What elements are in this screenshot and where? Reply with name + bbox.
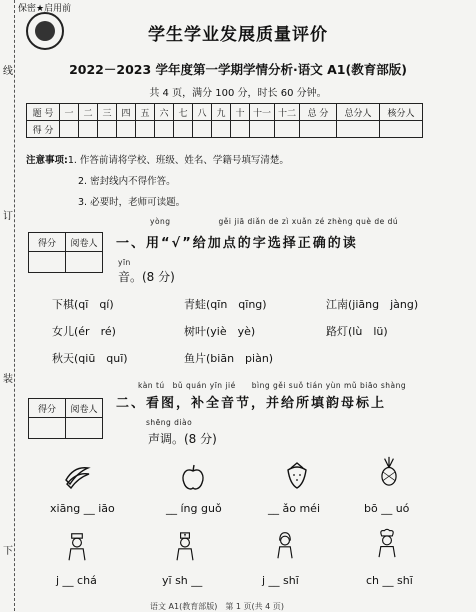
score-cell[interactable] — [300, 121, 337, 138]
score-header-cell: 七 — [174, 104, 193, 121]
note-item: 3. 必要时，老师可读题。 — [78, 197, 186, 208]
q2-answer[interactable]: yī sh __ — [162, 574, 203, 587]
score-header-cell: 二 — [79, 104, 98, 121]
notes-section — [26, 150, 289, 213]
q1-title-cont: 音。(8 分) — [118, 270, 175, 284]
q2-answer[interactable]: xiāng __ iāo — [50, 502, 115, 515]
score-cell[interactable] — [250, 121, 275, 138]
score-cell[interactable] — [174, 121, 193, 138]
margin-char: 订 — [3, 205, 13, 224]
score-header-cell: 十一 — [250, 104, 275, 121]
score-cell[interactable] — [231, 121, 250, 138]
teacher-icon — [270, 530, 300, 560]
notes-label: 注意事项: — [26, 155, 68, 166]
margin-char: 下 — [3, 540, 13, 559]
chef-icon — [372, 528, 402, 558]
grader-box — [28, 398, 103, 439]
confidential-label: 保密★启用前 — [18, 4, 72, 14]
exam-info: 共 4 页，满分 100 分，时长 60 分钟。 — [149, 88, 327, 99]
police-icon — [62, 532, 92, 562]
q2-answer[interactable]: __ íng guǒ — [166, 502, 222, 515]
score-header-cell: 题 号 — [27, 104, 60, 121]
score-row-label: 得 分 — [27, 121, 60, 138]
score-header-cell: 总 分 — [300, 104, 337, 121]
score-header-cell: 十 — [231, 104, 250, 121]
q1-word[interactable]: 青蛙(qīn qīng) — [184, 298, 267, 311]
apple-icon — [178, 462, 208, 492]
q1-pinyin: yòng gěi jiā diǎn de zì xuǎn zé zhèng què de dú — [150, 217, 399, 226]
score-header-cell: 三 — [98, 104, 117, 121]
q2-pinyin: kàn tú bǔ quán yīn jié bìng gěi suǒ tián yùn mǔ biāo shàng — [138, 381, 407, 390]
q1-word[interactable]: 江南(jiāng jàng) — [326, 298, 419, 311]
q1-pinyin2: yīn — [118, 258, 131, 267]
grader-score-cell[interactable] — [29, 418, 66, 439]
banana-icon — [62, 462, 92, 492]
score-header-cell: 六 — [155, 104, 174, 121]
score-cell[interactable] — [136, 121, 155, 138]
grader-score-label: 得分 — [29, 233, 66, 252]
q2-pinyin2: shēng diào — [146, 418, 193, 427]
grader-score-label: 得分 — [29, 399, 66, 418]
q2-answer[interactable]: j __ chá — [56, 574, 97, 587]
q1-word[interactable]: 下棋(qī qí) — [52, 298, 114, 311]
q2-answer[interactable]: ch __ shī — [366, 574, 413, 587]
score-cell[interactable] — [193, 121, 212, 138]
grader-reviewer-cell[interactable] — [66, 252, 103, 273]
margin-char: 线 — [3, 60, 13, 79]
grader-reviewer-label: 阅卷人 — [66, 399, 103, 418]
note-item: 2. 密封线内不得作答。 — [78, 176, 176, 187]
page-title: 学生学业发展质量评价 — [148, 25, 328, 45]
score-header-cell: 四 — [117, 104, 136, 121]
q2-answer[interactable]: bō __ uó — [364, 502, 410, 515]
doctor-icon — [170, 532, 200, 562]
score-cell[interactable] — [60, 121, 79, 138]
q2-title: 二、看图，补全音节，并给所填韵母标上 — [116, 396, 387, 411]
q1-word[interactable]: 鱼片(biān piàn) — [184, 352, 274, 365]
score-cell[interactable] — [117, 121, 136, 138]
score-cell[interactable] — [79, 121, 98, 138]
score-header-cell: 核分人 — [380, 104, 423, 121]
strawberry-icon — [282, 460, 312, 490]
page-subtitle: 2022－2023 学年度第一学期学情分析·语文 A1(教育部版) — [69, 62, 407, 77]
grader-score-cell[interactable] — [29, 252, 66, 273]
q1-word[interactable]: 秋天(qiū quī) — [52, 352, 128, 365]
score-table — [26, 103, 423, 138]
q2-answer[interactable]: __ ǎo méi — [268, 502, 321, 515]
score-header-cell: 十二 — [275, 104, 300, 121]
score-header-cell: 一 — [60, 104, 79, 121]
q1-word[interactable]: 树叶(yiè yè) — [184, 325, 256, 338]
score-cell[interactable] — [98, 121, 117, 138]
q1-title: 一、用“√”给加点的字选择正确的读 — [116, 236, 358, 251]
q2-answer[interactable]: j __ shī — [262, 574, 299, 587]
pineapple-icon — [374, 456, 404, 486]
score-cell[interactable] — [212, 121, 231, 138]
score-cell[interactable] — [337, 121, 380, 138]
score-cell[interactable] — [155, 121, 174, 138]
q2-title-cont: 声调。(8 分) — [148, 432, 217, 446]
score-header-cell: 九 — [212, 104, 231, 121]
q1-word[interactable]: 女儿(ér ré) — [52, 325, 116, 338]
note-item: 1. 作答前请将学校、班级、姓名、学籍号填写清楚。 — [67, 155, 289, 166]
score-header-cell: 八 — [193, 104, 212, 121]
q1-word[interactable]: 路灯(lù lü) — [326, 325, 388, 338]
grader-box — [28, 232, 103, 273]
grader-reviewer-label: 阅卷人 — [66, 233, 103, 252]
score-cell[interactable] — [380, 121, 423, 138]
grader-reviewer-cell[interactable] — [66, 418, 103, 439]
score-header-cell: 总分人 — [337, 104, 380, 121]
score-header-cell: 五 — [136, 104, 155, 121]
page-footer: 语文 A1(教育部版) 第 1 页(共 4 页) — [150, 602, 284, 611]
score-cell[interactable] — [275, 121, 300, 138]
margin-char: 装 — [3, 368, 13, 387]
